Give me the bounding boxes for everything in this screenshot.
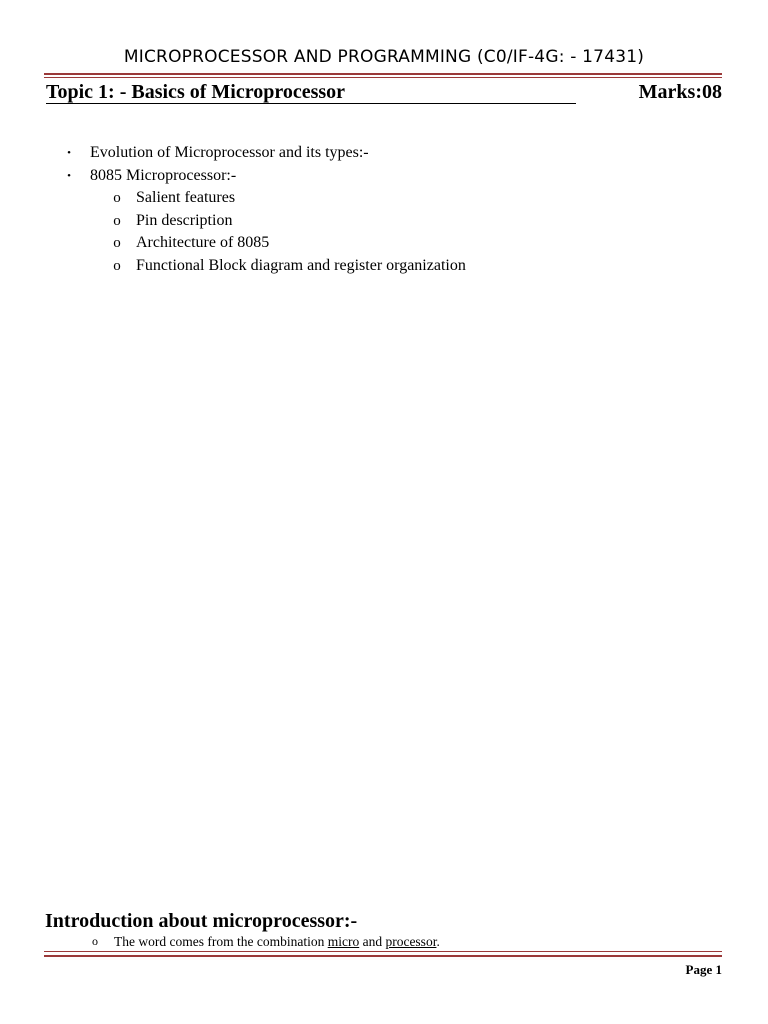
list-item: [62, 165, 466, 188]
bullet-icon: •: [67, 169, 71, 182]
sub-list-item: [62, 210, 466, 233]
intro-heading: Introduction about microprocessor:-: [45, 910, 358, 932]
circle-bullet-icon: o: [113, 190, 121, 207]
page-number: Page 1: [685, 962, 722, 977]
intro-word-micro: micro: [327, 934, 360, 949]
intro-word-processor: processor: [385, 934, 437, 949]
footer-rule-thick: [44, 955, 722, 957]
document-header: MICROPROCESSOR AND PROGRAMMING (C0/IF-4G: - 17431): [123, 47, 645, 67]
header-rule-thin: [44, 77, 722, 78]
sub-list-item-label: Architecture of 8085: [136, 234, 270, 252]
list-item-label: 8085 Microprocessor:-: [90, 166, 237, 184]
sub-list-item: [62, 255, 466, 278]
circle-bullet-icon: o: [113, 257, 121, 274]
intro-item-suffix: .: [436, 934, 440, 949]
intro-item-prefix: The word comes from the combination: [114, 934, 328, 949]
syllabus-list: [62, 142, 466, 278]
sub-list-item-label: Functional Block diagram and register organization: [136, 256, 466, 274]
bullet-icon: •: [67, 147, 71, 159]
topic-row: [46, 81, 722, 105]
topic-underline: [46, 103, 576, 104]
circle-bullet-icon: o: [113, 212, 121, 229]
topic-title: Topic 1: - Basics of Microprocessor: [46, 81, 346, 103]
intro-item-text: [90, 934, 440, 949]
sub-list-item-label: Pin description: [136, 211, 233, 229]
circle-bullet-icon: o: [92, 934, 98, 948]
list-item: [62, 142, 466, 165]
footer-rule-thin: [44, 951, 722, 952]
intro-list-item: [90, 934, 440, 950]
intro-conjunction: and: [359, 934, 386, 949]
sub-list-item-label: Salient features: [136, 189, 236, 207]
circle-bullet-icon: o: [113, 235, 121, 252]
sub-list-item: [62, 232, 466, 255]
marks-label: Marks:08: [638, 81, 722, 103]
header-rule-thick: [44, 73, 722, 75]
sub-list-item: [62, 187, 466, 210]
list-item-label: Evolution of Microprocessor and its types:-: [90, 144, 369, 161]
